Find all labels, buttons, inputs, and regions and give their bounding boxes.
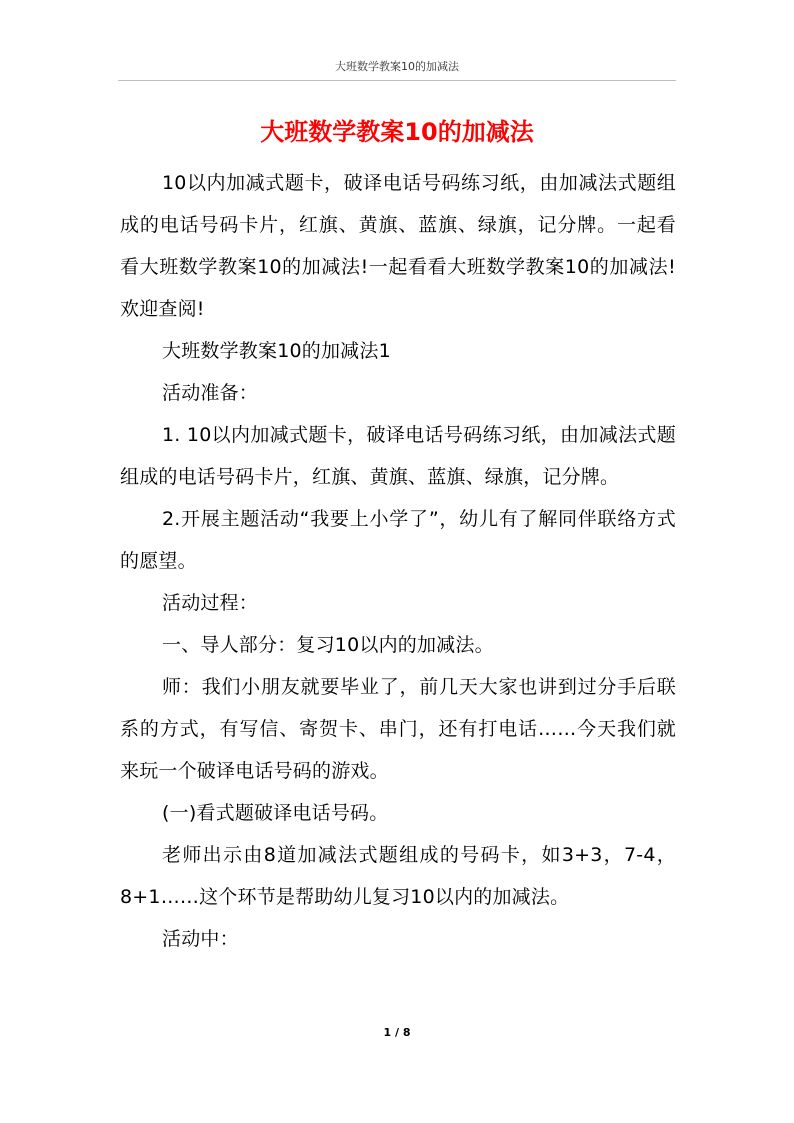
paragraph-intro: 10以内加减式题卡，破译电话号码练习纸，由加减法式题组成的电话号码卡片，红旗、黄旗、蓝旗、绿旗，记分牌。一起看看大班数学教案10的加减法!一起看看大班数学教案10的加减法!欢迎查阅! (120, 172, 676, 320)
header-divider (118, 80, 676, 81)
document-title: 大班数学教案10的加减法 (260, 118, 534, 146)
paragraph-during-activity: 活动中： (162, 928, 239, 950)
document-body (120, 162, 676, 960)
paragraph-section-heading: 大班数学教案10的加减法1 (162, 340, 391, 362)
page-number: 1 / 8 (383, 1026, 411, 1039)
paragraph-preparation-item-1: 1. 10以内加减式题卡，破译电话号码练习纸，由加减法式题组成的电话号码卡片，红旗、黄旗、蓝旗、绿旗，记分牌。 (120, 424, 676, 488)
paragraph-intro-part: 一、导人部分：复习10以内的加减法。 (162, 634, 494, 656)
paragraph-process-heading: 活动过程： (162, 592, 259, 614)
paragraph-teacher-shows-cards: 老师出示由8道加减法式题组成的号码卡，如3+3，7-4，8+1……这个环节是帮助幼儿复习10以内的加减法。 (120, 844, 676, 908)
paragraph-preparation-heading: 活动准备： (162, 382, 259, 404)
paragraph-preparation-item-2: 2.开展主题活动“我要上小学了”，幼儿有了解同伴联络方式的愿望。 (120, 508, 676, 572)
paragraph-teacher-speech: 师：我们小朋友就要毕业了，前几天大家也讲到过分手后联系的方式，有写信、寄贺卡、串门，还有打电话……今天我们就来玩一个破译电话号码的游戏。 (120, 676, 676, 782)
paragraph-subsection-1: (一)看式题破译电话号码。 (162, 802, 389, 824)
page-header: 大班数学教案10的加减法 (335, 60, 459, 73)
